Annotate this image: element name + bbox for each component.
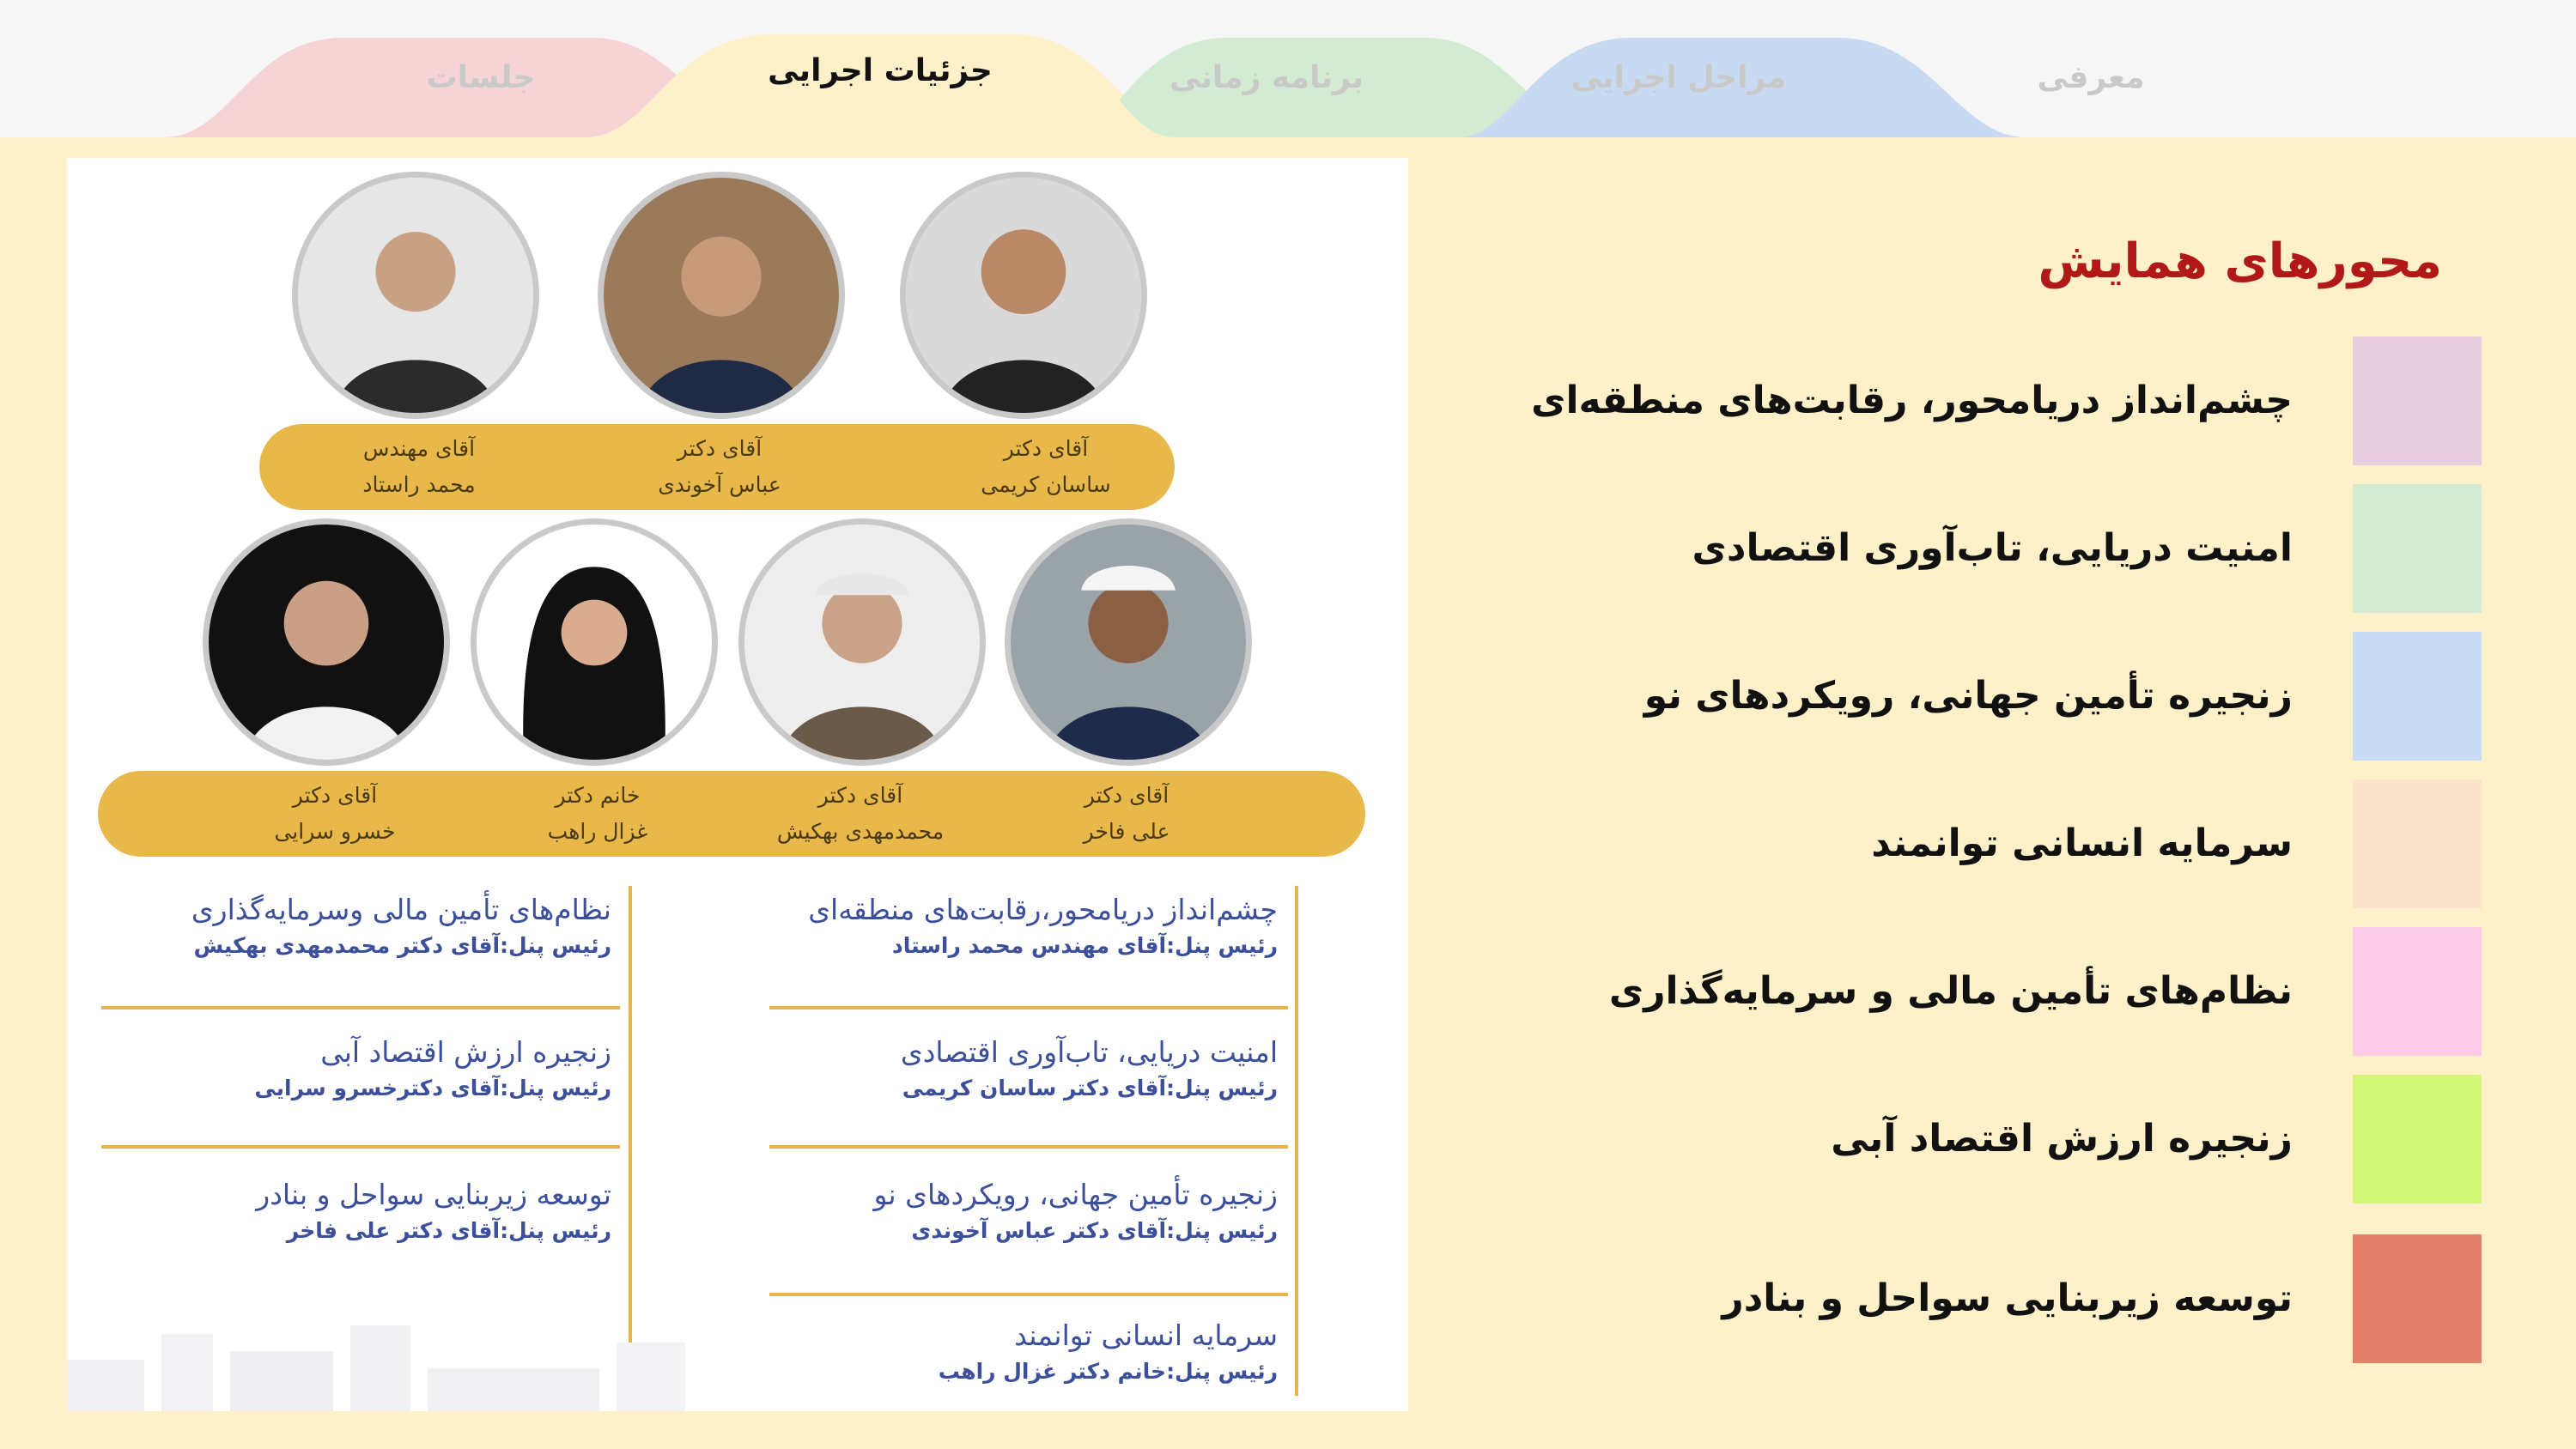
panel-item: توسعه زیربنایی سواحل و بنادر رئیس پنل:آقای دکتر علی فاخر: [256, 1178, 611, 1243]
panel-item: زنجیره ارزش اقتصاد آبی رئیس پنل:آقای دکترخسرو سرایی: [254, 1035, 611, 1100]
axis-label: نظام‌های تأمین مالی و سرمایه‌گذاری: [1608, 969, 2293, 1013]
axis-color-swatch: [2353, 927, 2482, 1056]
speaker-photo-4: [1005, 518, 1252, 766]
panel-item: امنیت دریایی، تاب‌آوری اقتصادی رئیس پنل:آقای دکتر ساسان کریمی: [900, 1035, 1278, 1100]
tab-intro[interactable]: معرفی: [2037, 60, 2145, 95]
axis-item-4: [1528, 779, 2482, 908]
panel-item: نظام‌های تأمین مالی وسرمایه‌گذاری رئیس پنل:آقای دکتر محمدمهدی بهکیش: [191, 893, 611, 958]
axis-color-swatch: [2353, 336, 2482, 465]
poster-image: [67, 158, 1408, 1411]
panel-item: سرمایه انسانی توانمند رئیس پنل:خانم دکتر غزال راهب: [938, 1319, 1278, 1384]
speaker-name-7: آقای دکتر خسرو سرایی: [274, 783, 396, 844]
tab-sessions[interactable]: جلسات: [426, 60, 536, 95]
speaker-name-4: آقای دکتر علی فاخر: [1083, 783, 1170, 844]
speaker-photo-6: [471, 518, 718, 766]
speaker-photo-2: [598, 172, 845, 419]
panel-separator: [769, 1145, 1288, 1149]
axis-item-3: [1528, 632, 2482, 761]
axis-color-swatch: [2353, 779, 2482, 908]
panel-separator: [769, 1293, 1288, 1296]
axis-item-7: [1528, 1234, 2482, 1363]
axis-label: چشم‌انداز دریامحور، رقابت‌های منطقه‌ای: [1531, 379, 2293, 422]
speaker-photo-3: [292, 172, 539, 419]
axis-label: زنجیره تأمین جهانی، رویکردهای نو: [1643, 674, 2293, 718]
speaker-name-2: آقای دکتر عباس آخوندی: [658, 436, 781, 497]
axis-color-swatch: [2353, 632, 2482, 761]
speaker-photo-7: [203, 518, 450, 766]
panel-separator: [101, 1145, 620, 1149]
axis-label: توسعه زیربنایی سواحل و بنادر: [1722, 1276, 2293, 1320]
panel-separator: [101, 1006, 620, 1009]
tab-bar: [0, 0, 2576, 137]
skyline-decoration: [67, 1308, 1408, 1411]
speaker-name-6: خانم دکتر غزال راهب: [547, 783, 648, 844]
axis-item-1: [1528, 336, 2482, 465]
axis-item-6: [1528, 1075, 2482, 1203]
axis-item-2: [1528, 484, 2482, 613]
axis-color-swatch: [2353, 1234, 2482, 1363]
speaker-name-5: آقای دکتر محمدمهدی بهکیش: [776, 783, 945, 844]
axis-label: امنیت دریایی، تاب‌آوری اقتصادی: [1692, 526, 2293, 570]
axis-label: سرمایه انسانی توانمند: [1871, 822, 2293, 865]
speaker-name-1: آقای دکتر ساسان کریمی: [981, 436, 1111, 497]
tab-details[interactable]: جزئیات اجرایی: [768, 53, 993, 88]
axis-item-5: [1528, 927, 2482, 1056]
tab-schedule[interactable]: برنامه زمانی: [1169, 60, 1364, 95]
panel-separator: [769, 1006, 1288, 1009]
speaker-photo-5: [738, 518, 986, 766]
axes-title: محورهای همایش: [2038, 233, 2442, 289]
panel-item: چشم‌انداز دریامحور،رقابت‌های منطقه‌ای رئیس پنل:آقای مهندس محمد راستاد: [808, 893, 1278, 958]
axis-color-swatch: [2353, 1075, 2482, 1203]
speaker-photo-1: [900, 172, 1147, 419]
axis-label: زنجیره ارزش اقتصاد آبی: [1831, 1117, 2293, 1161]
tab-stages[interactable]: مراحل اجرایی: [1571, 60, 1787, 95]
panel-item: زنجیره تأمین جهانی، رویکردهای نو رئیس پنل:آقای دکتر عباس آخوندی: [873, 1178, 1278, 1243]
speaker-name-3: آقای مهندس محمد راستاد: [362, 436, 476, 497]
axis-color-swatch: [2353, 484, 2482, 613]
